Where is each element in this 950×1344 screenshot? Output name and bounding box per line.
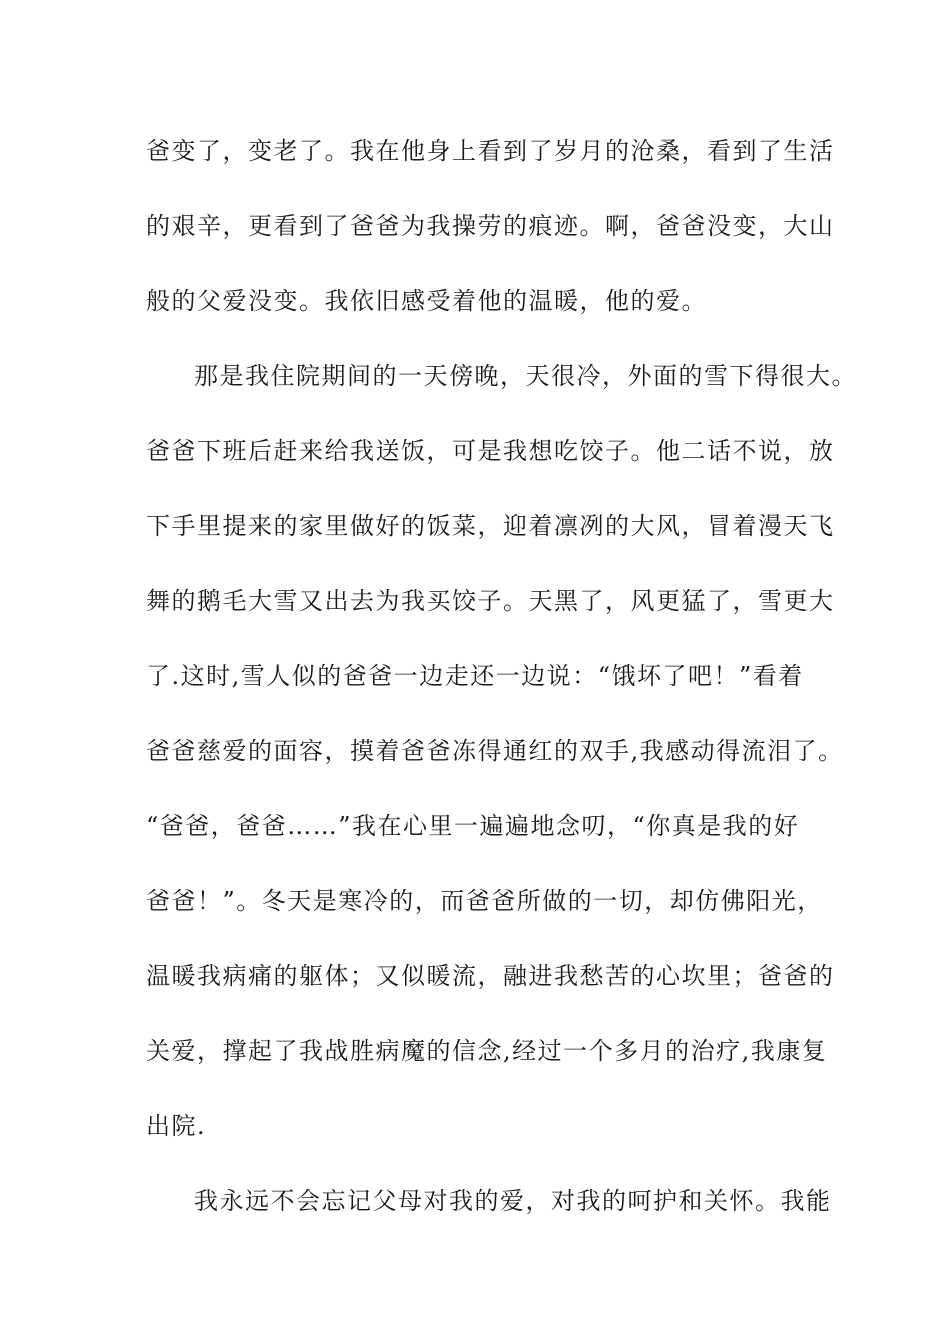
text-line: 出院.	[146, 1112, 207, 1140]
text-line: 爸爸！”。冬天是寒冷的，而爸爸所做的一切，却仿佛阳光，	[146, 887, 823, 915]
paragraph-first-line: 那是我住院期间的一天傍晚，天很冷，外面的雪下得很大。	[194, 362, 857, 390]
text-line: 般的父爱没变。我依旧感受着他的温暖，他的爱。	[146, 287, 707, 315]
text-line: 爸变了，变老了。我在他身上看到了岁月的沧桑，看到了生活	[146, 137, 835, 165]
text-line: 温暖我病痛的躯体；又似暖流，融进我愁苦的心坎里；爸爸的	[146, 962, 835, 990]
text-line: “爸爸，爸爸……”我在心里一遍遍地念叨，“你真是我的好	[146, 812, 800, 840]
text-line: 的艰辛，更看到了爸爸为我操劳的痕迹。啊，爸爸没变，大山	[146, 212, 835, 240]
text-line: 了.这时,雪人似的爸爸一边走还一边说：“饿坏了吧！”看着	[146, 662, 804, 690]
paragraph-first-line: 我永远不会忘记父母对我的爱，对我的呵护和关怀。我能	[194, 1187, 832, 1215]
text-line: 爸爸下班后赶来给我送饭，可是我想吃饺子。他二话不说，放	[146, 437, 835, 465]
text-line: 爸爸慈爱的面容，摸着爸爸冻得通红的双手,我感动得流泪了。	[146, 737, 844, 765]
text-line: 关爱，撑起了我战胜病魔的信念,经过一个多月的治疗,我康复	[146, 1037, 828, 1065]
text-line: 舞的鹅毛大雪又出去为我买饺子。天黑了，风更猛了，雪更大	[146, 587, 835, 615]
text-line: 下手里提来的家里做好的饭菜，迎着凛冽的大风，冒着漫天飞	[146, 512, 835, 540]
